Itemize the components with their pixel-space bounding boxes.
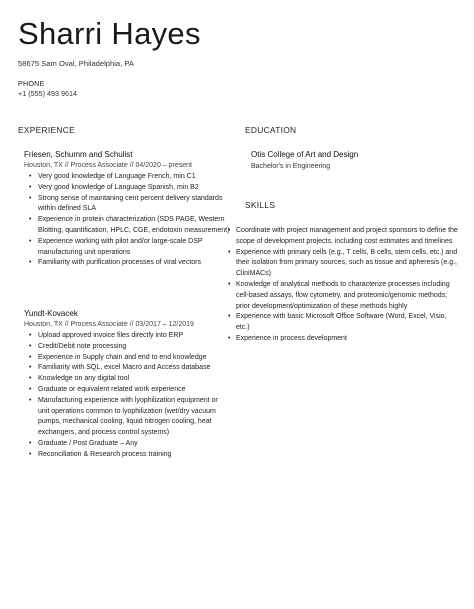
list-item: • Knowledge on any digital tool	[24, 374, 230, 385]
job-bullets	[24, 331, 230, 461]
list-item: • Coordinate with project management and project sponsors to define the scope of development projects, including cost estimates and timelines	[228, 226, 458, 248]
phone-value: +1 (555) 493 9614	[18, 89, 77, 98]
skills-heading: SKILLS	[245, 200, 276, 210]
list-item: • Familiarity with purification processes of viral vectors	[24, 258, 230, 269]
list-item: • Strong sense of maintaning cent percent delivery standards within defined SLA	[24, 194, 230, 216]
list-item: • Experience in protein characterization (SDS PAGE, Western Blotting, quantification, HPLC, CGE, endotoxin measurement)	[24, 215, 230, 237]
list-item: • Manufacturing experience with lyophilization equipment or unit operations common to lyophilization (wet/dry vacuum pumps, mechanical cooling, liquid nitrogen cooling, heat exchangers, and process control systems)	[24, 396, 230, 439]
list-item: • Graduate or equivalent related work experience	[24, 385, 230, 396]
job-company: Friesen, Schumm and Schulist	[24, 150, 133, 159]
list-item: • Credit/Debit note processing	[24, 342, 230, 353]
address: 58675 Sam Oval, Philadelphia, PA	[18, 59, 134, 68]
degree: Bachelor's in Engineering	[251, 163, 331, 170]
experience-heading: EXPERIENCE	[18, 125, 75, 135]
phone-label: PHONE	[18, 79, 45, 88]
list-item: • Experience in process development	[228, 334, 458, 345]
job-bullets	[24, 172, 230, 269]
job-entry	[24, 309, 230, 461]
list-item: • Experience in Supply chain and end to end knowledge	[24, 353, 230, 364]
list-item: • Very good knowledge of Language French, min C1	[24, 172, 230, 183]
list-item: • Reconciliation & Research process training	[24, 450, 230, 461]
job-meta: Houston, TX // Process Associate // 03/2017 – 12/2019	[24, 321, 194, 328]
list-item: • Knowledge of analytical methods to characterize processes including cell-based assays, flow cytometry, and proteomic/genomic methods; prior development/optimization of these methods highly	[228, 280, 458, 312]
job-company: Yundt-Kovacek	[24, 309, 78, 318]
list-item: • Experience with basic Microsoft Office Software (Word, Excel, Visio, etc.)	[228, 312, 458, 334]
list-item: • Experience working with pilot and/or large-scale DSP manufacturing unit operations	[24, 237, 230, 259]
candidate-name: Sharri Hayes	[18, 16, 201, 51]
education-heading: EDUCATION	[245, 125, 297, 135]
education-entry	[251, 150, 461, 170]
job-meta: Houston, TX // Process Associate // 04/2020 – present	[24, 162, 192, 169]
list-item: • Graduate / Post Graduate – Any	[24, 439, 230, 450]
skills-list-container	[228, 223, 458, 345]
list-item: • Experience with primary cells (e.g., T cells, B cells, stem cells, etc.) and their isolation from primary sources, such as tissue and apheresis (e.g., CliniMACs)	[228, 248, 458, 280]
job-entry	[24, 150, 230, 269]
skills-list	[228, 226, 458, 345]
list-item: • Familiarity with SQL, excel Macro and Access database	[24, 363, 230, 374]
list-item: • Very good knowledge of Language Spanish, min B2	[24, 183, 230, 194]
list-item: • Upload approved invoice files directly into ERP	[24, 331, 230, 342]
school-name: Otis College of Art and Design	[251, 150, 359, 159]
